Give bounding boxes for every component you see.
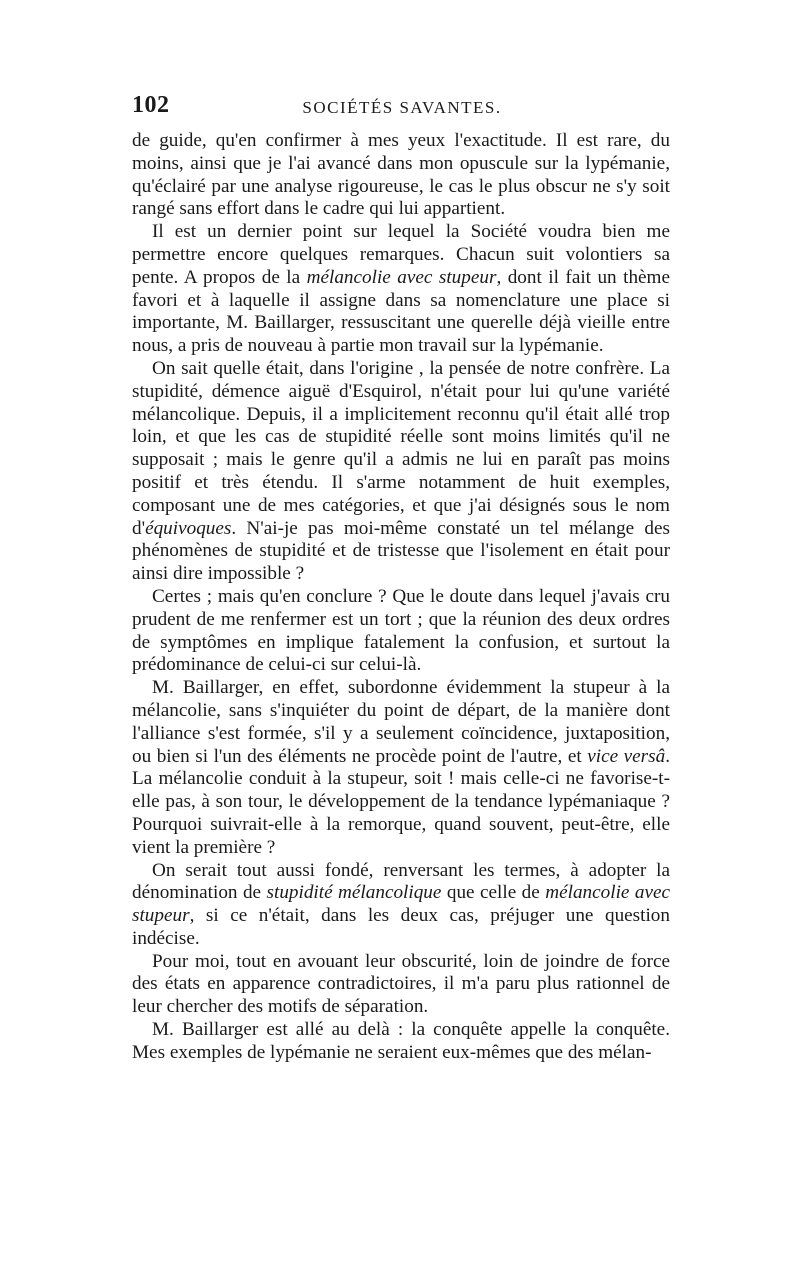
page-header [132, 92, 672, 126]
italic-term: vice versâ [587, 745, 666, 767]
paragraph [132, 951, 670, 1019]
italic-term: mélancolie avec stupeur [132, 882, 670, 927]
text-run: Il est un dernier point sur lequel la Société voudra bien me permettre encore quelques remarques. Chacun suit volontiers sa pente. A propos de la [132, 221, 670, 288]
text-run: M. Baillarger est allé au delà : la conquête appelle la conquête. Mes exemples de lypémanie ne seraient eux-mêmes que des mélan- [132, 1019, 670, 1063]
page-number: 102 [132, 92, 170, 118]
paragraph [132, 677, 670, 859]
text-run: . N'ai-je pas moi-même constaté un tel mélange des phénomènes de stupidité et de tristesse que l'isolement en était pour ainsi dire impossible ? [132, 517, 670, 585]
text-run: , dont il fait un thème favori et à laquelle il assigne dans sa nomenclature une place si importante, M. Baillarger, ressuscitant une querelle déjà vieille entre nous, a pris de nouveau à partie mon travail sur la lypémanie. [132, 266, 670, 357]
italic-term: mélancolie avec stupeur [306, 266, 497, 288]
paragraph [132, 358, 670, 586]
paragraph [132, 221, 670, 358]
text-run: , si ce n'était, dans les deux cas, préjuger une question indécise. [132, 905, 670, 949]
running-title: SOCIÉTÉS SAVANTES. [302, 98, 502, 117]
italic-term: stupidité mélancolique [266, 882, 442, 904]
text-run: que celle de [441, 882, 546, 904]
text-run: Pour moi, tout en avouant leur obscurité, loin de joindre de force des états en apparence contradictoires, il m'a paru plus rationnel de leur chercher des motifs de séparation. [132, 950, 670, 1018]
paragraph [132, 860, 670, 951]
text-run: On sait quelle était, dans l'origine , la pensée de notre confrère. La stupidité, démence aiguë d'Esquirol, n'était pour lui qu'une variété mélancolique. Depuis, il a implicitement reconnu qu'il était allé trop loin, et que les cas de stupidité réelle sont moins limités qu'il ne supposait ; mais le genre qu'il a admis ne lui en paraît pas moins positif et très étendu. Il s'arme notamment de huit exemples, composant une de mes catégories, et que j'ai désignés sous le nom d' [132, 357, 670, 539]
italic-term: équivoques [145, 517, 232, 539]
text-run: Certes ; mais qu'en conclure ? Que le doute dans lequel j'avais cru prudent de me renfermer est un tort ; que la réunion des deux ordres de symptômes en implique fatalement la confusion, et surtout la prédominance de celui-ci sur celui-là. [132, 585, 670, 676]
text-run: de guide, qu'en confirmer à mes yeux l'exactitude. Il est rare, du moins, ainsi que je l'ai avancé dans mon opuscule sur la lypémanie, qu'éclairé par une analyse rigoureuse, le cas le plus obscur ne s'y soit rangé sans effort dans le cadre qui lui appartient. [132, 130, 670, 220]
paragraph [132, 1019, 670, 1065]
paragraph [132, 586, 670, 677]
text-run: . La mélancolie conduit à la stupeur, soit ! mais celle-ci ne favorise-t-elle pas, à son tour, le développement de la tendance lypémaniaque ? Pourquoi suivrait-elle à la remorque, quand souvent, peut-être, elle vient la première ? [132, 745, 670, 858]
text-run: M. Baillarger, en effet, subordonne évidemment la stupeur à la mélancolie, sans s'inquiéter du point de départ, de la manière dont l'alliance s'est formée, s'il y a seulement coïncidence, juxtaposition, ou bien si l'un des éléments ne procède point de l'autre, et [132, 677, 670, 767]
text-run: On serait tout aussi fondé, renversant les termes, à adopter la dénomination de [132, 859, 670, 904]
paragraph [132, 130, 670, 221]
body-text [132, 130, 670, 1065]
